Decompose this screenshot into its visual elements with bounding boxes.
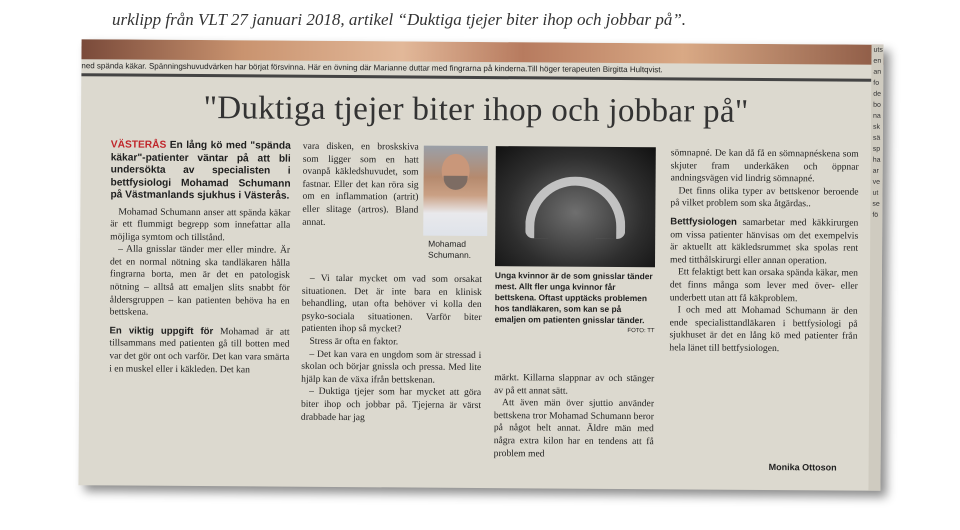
ingress-text: En lång kö med "spända käkar"-patienter väntar på att bli undersökta av specialisten i bettfysiologi Mohamad Schumann på Västmanlands sjukhus i Västerås. [110,139,291,202]
portrait-photo [423,146,488,236]
bite-splint [525,176,625,239]
location-tag: VÄSTERÅS [110,139,167,151]
column-2 [301,273,482,425]
newspaper-clipping [78,39,883,491]
paragraph: märkt. Killarna slappnar av och stänger av på ett annat sätt. [494,372,655,397]
subheading: En viktig uppgift för [109,325,214,337]
ingress [110,139,290,203]
subheading: Bettfysiologen [670,216,737,228]
paragraph [670,216,858,268]
portrait-caption: Mohamad Schumann. [428,238,472,260]
splint-caption [495,270,655,337]
column-3 [494,372,655,461]
paragraph: I och med att Mohamad Schumann är den ende specialisttandläkaren i bettfysiologi på sjukhuset är det en lång kö med patienter från hela länet till bettfysiologen. [669,304,858,354]
paragraph [109,325,289,377]
paragraph: Ett felaktigt bett kan orsaka spända käkar, men det finns många som lever med över- eller underbett utan att få käkproblem. [669,266,858,304]
paragraph: – Duktiga tjejer som har mycket att göra biter ihop och jobbar på. Tjejerna är värst drabbade har jag [300,386,482,423]
adjacent-column-edge: uts en an fo de bo na sk sä sp ha ar ve ut se fö [868,45,883,491]
paragraph: – Alla gnisslar tänder mer eller mindre. Är det en normal nötning ska tandläkaren hålla fingrarna borta, men är det en patologisk nötning – alltså att emaljen slits snabbt för åldersgruppen – kan patienten behöva ha en bettskena. [109,243,291,318]
paragraph: Mohamad Schumann anser att spända käkar är ett flummigt begrepp som innefattar alla möjliga symtom och tillstånd. [110,205,291,243]
clipping-source-caption: urklipp från VLT 27 januari 2018, artikel “Duktiga tjejer biter ihop och jobbar på”. [112,10,687,29]
photo-credit: FOTO: TT [627,328,655,335]
paragraph: sömnapné. De kan då få en sömnapnéskena som skjuter fram underkäken och öppnar andningsvägen vid lindrig sömnapné. [670,147,859,185]
portrait-beard [444,176,468,190]
column-2-top [302,141,419,230]
photo-caption: ned spända käkar. Spänningshuvudvärken har börjat försvinna. Här en övning där Marianne duttar med fingrarna på kinderna.Till höger terapeuten Birgitta Hultqvist. [81,61,663,75]
column-1 [109,139,291,376]
paragraph-text: Mohamad är att tillsammans med patienten gå till botten med var det gör ont och varför. Det kan vara smärta i en muskel eller i käkleden. Det kan [109,325,290,376]
headline: "Duktiga tjejer biter ihop och jobbar på" [203,90,749,130]
paragraph-text: samarbetar med käkkirurgen om vissa patienter hänvisas om det exempelvis är aktuellt att käkledsrummet ska spolas rent med titthålskirurgi eller annan operation. [670,216,859,267]
paragraph: – Vi talar mycket om vad som orsakat situationen. Det är inte bara en klinisk behandling, utan ofta behöver vi kolla den psyko-sociala situationen. Varför biter patienten ihop så mycket? [301,272,482,335]
byline: Monika Ottoson [768,462,837,473]
splint-caption-text: Unga kvinnor är de som gnisslar tänder mest. Allt fler unga kvinnor får bettskena. Oftast upptäcks problemen hos tandläkaren, som kan se på emaljen om patienten gnisslar tänder. [494,270,653,326]
paragraph: Stress är ofta en faktor. [309,335,399,348]
paragraph: vara disken, en broskskiva som ligger som en hatt ovanpå käkledshuvudet, som fastnar. Eller det kan röra sig om en inflammation (artrit) eller slitage (artros). Bland annat. [302,140,419,228]
paragraph: – Det kan vara en ungdom som är stressad i skolan och börjar gnissla och pressa. Med lite hjälp kan de växa ifrån bettskenan. [301,348,482,386]
column-4 [669,147,858,356]
paragraph: Att även män över sjuttio använder bettskena tror Mohamad Schumann beror på något helt annat. Äldre män med några extra kilon har en tendens att få problem med [493,397,655,460]
bite-splint-photo [495,146,656,267]
paragraph: Det finns olika typer av bettskenor beroende på vilket problem som ska åtgärdas.. [670,185,859,210]
